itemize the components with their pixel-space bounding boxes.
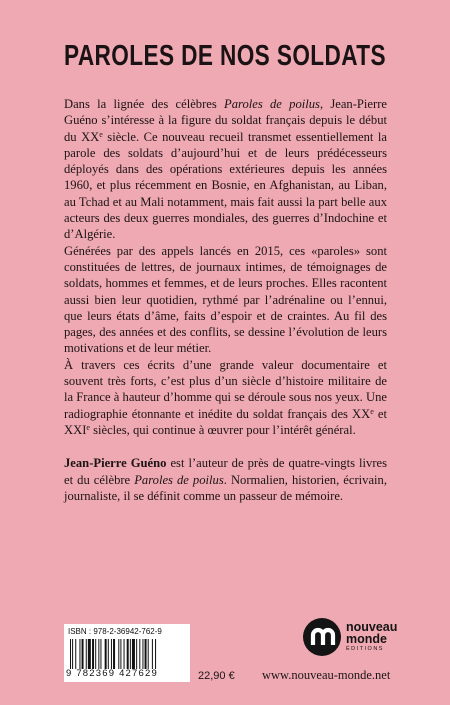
- publisher-logo: [303, 618, 423, 658]
- publisher-name-line: nouveau: [346, 620, 398, 634]
- publisher-logo-icon: [303, 618, 341, 656]
- superscript: e: [99, 129, 103, 139]
- publisher-name: [346, 621, 397, 645]
- text-segment: et XXI: [64, 406, 387, 437]
- barcode-panel: [64, 624, 190, 682]
- author-name: Jean-Pierre Guéno: [64, 456, 167, 471]
- text-segment: . Normalien, historien, écrivain, journaliste, il se définit comme un passeur de mémoire.: [64, 472, 387, 503]
- text-segment: siècle. Ce nouveau recueil transmet essentiellement la parole des soldats d’aujourd’hui et de leurs prédécesseurs déployés dans des opérations extérieures depuis les années 1960, et plus récemment en Bosnie, en Afghanistan, au Liban, au Tchad et au Mali notamment, mais fait aussi la part belle aux acteurs des deux guerres mondiales, des guerres d’Indochine et d’Algérie.: [64, 129, 387, 242]
- book-title: PAROLES DE NOS SOLDATS: [64, 40, 386, 72]
- paragraph-summary: [64, 357, 387, 438]
- barcode-icon: [70, 639, 184, 669]
- text-segment: siècles, qui continue à œuvrer pour l’intérêt général.: [89, 422, 356, 437]
- text-segment: Dans la lignée des célèbres: [64, 97, 225, 111]
- superscript: e: [370, 406, 374, 416]
- text-segment: est l’auteur de près de quatre-vingts livres et du célèbre: [64, 456, 388, 487]
- superscript: e: [86, 422, 90, 432]
- text-segment: , Jean-Pierre Guéno s’intéresse à la figure du soldat français depuis le début du XX: [64, 97, 387, 144]
- paragraph-content: Générées par des appels lancés en 2015, ces «paroles» sont constituées de lettres, de journaux intimes, de témoignages de soldats, hommes et femmes, et de leurs proches. Elles racontent aussi bien leur quotidien, rythmé par l’adrénaline ou l’ennui, que leurs états d’âme, faits d’espoir et de craintes. Au fil des pages, des années et des conflits, se dessine l’évolution de leurs motivations et de leur métier.: [64, 243, 387, 356]
- isbn-number: ISBN : 978-2-36942-762-9: [68, 627, 162, 636]
- publisher-name-line: monde: [346, 632, 387, 646]
- price: 22,90 €: [198, 670, 235, 682]
- barcode-digits: 9 782369 427629: [66, 668, 158, 679]
- publisher-subtitle: ÉDITIONS: [346, 646, 384, 652]
- text-segment: À travers ces écrits d’une grande valeur documentaire et souvent très forts, c’est plus d’un siècle d’histoire militaire de la France à hauteur d’homme qui se déroule sous nos yeux. Une radiographie étonnante et inédite du soldat français des XX: [64, 357, 387, 421]
- book-reference: Paroles de poilus: [134, 472, 224, 487]
- paragraph-intro: [64, 96, 387, 243]
- book-reference: Paroles de poilus: [224, 97, 320, 111]
- author-bio: [64, 455, 387, 504]
- back-cover-text: [64, 96, 387, 504]
- publisher-website: www.nouveau-monde.net: [262, 668, 391, 682]
